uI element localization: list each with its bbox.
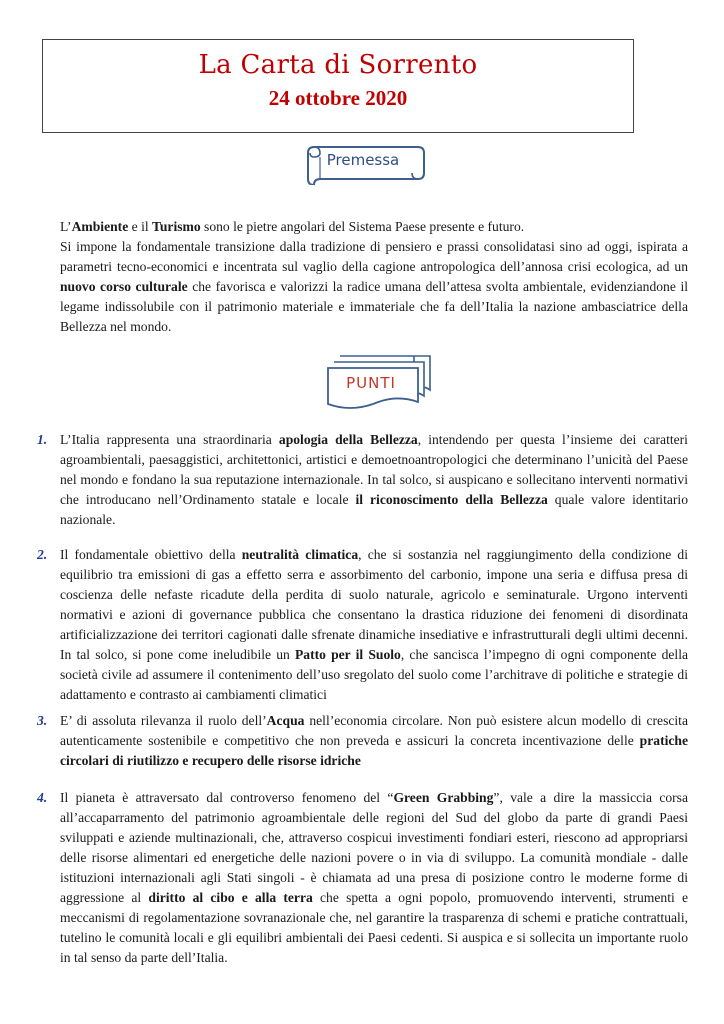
punti-label: PUNTI (346, 374, 396, 392)
premessa-label: Premessa (326, 151, 400, 169)
point-number: 1. (37, 432, 48, 447)
point-1: 1. L’Italia rappresenta una straordinaria apologia della Bellezza, intendendo per questa l’insieme dei caratteri agroambientali, paesaggistici, architettonici, artistici e demoetnoantropologici che determinano l’unicità del Paese nel mondo e fondano la sua reputazione internazionale. In tal solco, si auspicano e sollecitano interventi normativi che introducano nell’Ordinamento statale e locale il riconoscimento della Bellezza quale valore identitario nazionale. (37, 432, 688, 527)
punti-banner (326, 354, 432, 410)
point-number: 2. (37, 547, 48, 562)
title-box (42, 39, 634, 133)
document-date: 24 ottobre 2020 (268, 86, 408, 110)
point-2: 2. Il fondamentale obiettivo della neutralità climatica, che si sostanzia nel raggiungimento della condizione di equilibrio tra emissioni di gas a effetto serra e assorbimento del carbonio, impone una seria e diffusa presa di coscienza delle nefaste ricadute della perdita di suolo naturale, agricolo e seminaturale. Urgono interventi normativi e azioni di governance pubblica che consentano la drastica riduzione dei fenomeni di disordinata artificializzazione dei territori cagionati dalle sfrenate dinamiche insediative e infrastrutturali degli ultimi decenni. In tal solco, si pone come ineludibile un Patto per il Suolo, che sancisca l’impegno di ogni componente della società civile ad assumere il contenimento dell’uso sregolato del suolo come l’architrave di politiche e strategie di adattamento e contrasto ai cambiamenti climatici (37, 547, 688, 702)
intro-line-1: L’Ambiente e il Turismo sono le pietre angolari del Sistema Paese presente e futuro. (60, 219, 525, 234)
intro-text (60, 217, 688, 337)
premessa-scroll-banner (300, 143, 426, 185)
intro-line-2: Si impone la fondamentale transizione dalla tradizione di pensiero e prassi consolidatasi sino ad oggi, ispirata a parametri tecno-economici e incentrata sul vaglio della cagione antropologica dell’annosa crisi ecologica, ad un nuovo corso culturale che favorisca e valorizzi la radice umana dell’attesa svolta ambientale, evidenziandone il legame indissolubile con il patrimonio materiale e immateriale che fa dell’Italia la nazione ambasciatrice della Bellezza nel mondo. (60, 239, 688, 334)
point-4: 4. Il pianeta è attraversato dal controverso fenomeno del “Green Grabbing”, vale a dire la massiccia corsa all’accaparramento del patrimonio agroambientale delle regioni del Sud del globo da parte di grandi Paesi sviluppati e aziende multinazionali, che, attraverso cospicui investimenti fondiari esteri, riescono ad appropriarsi delle risorse alimentari ed energetiche delle nazioni povere o in via di sviluppo. La comunità mondiale - dalle istituzioni internazionali agli Stati singoli - è chiamata ad una presa di posizione contro le moderne forme di aggressione al diritto al cibo e alla terra che spetta a ogni popolo, promuovendo interventi, strumenti e meccanismi di regolamentazione sovranazionale che, nel garantire la trasparenza di schemi e pratiche contrattuali, tutelino le comunità locali e gli equilibri ambientali dei Paesi cedenti. Si auspica e si sollecita un importante ruolo in tal senso da parte dell’Italia. (37, 790, 688, 965)
point-3: 3. E’ di assoluta rilevanza il ruolo dell’Acqua nell’economia circolare. Non può esistere alcun modello di crescita autenticamente sostenibile e competitivo che non preveda e assicuri la concreta incentivazione delle pratiche circolari di riutilizzo e recupero delle risorse idriche (37, 713, 688, 768)
point-number: 3. (37, 713, 48, 728)
point-number: 4. (37, 790, 48, 805)
document-title: La Carta di Sorrento (198, 50, 478, 80)
